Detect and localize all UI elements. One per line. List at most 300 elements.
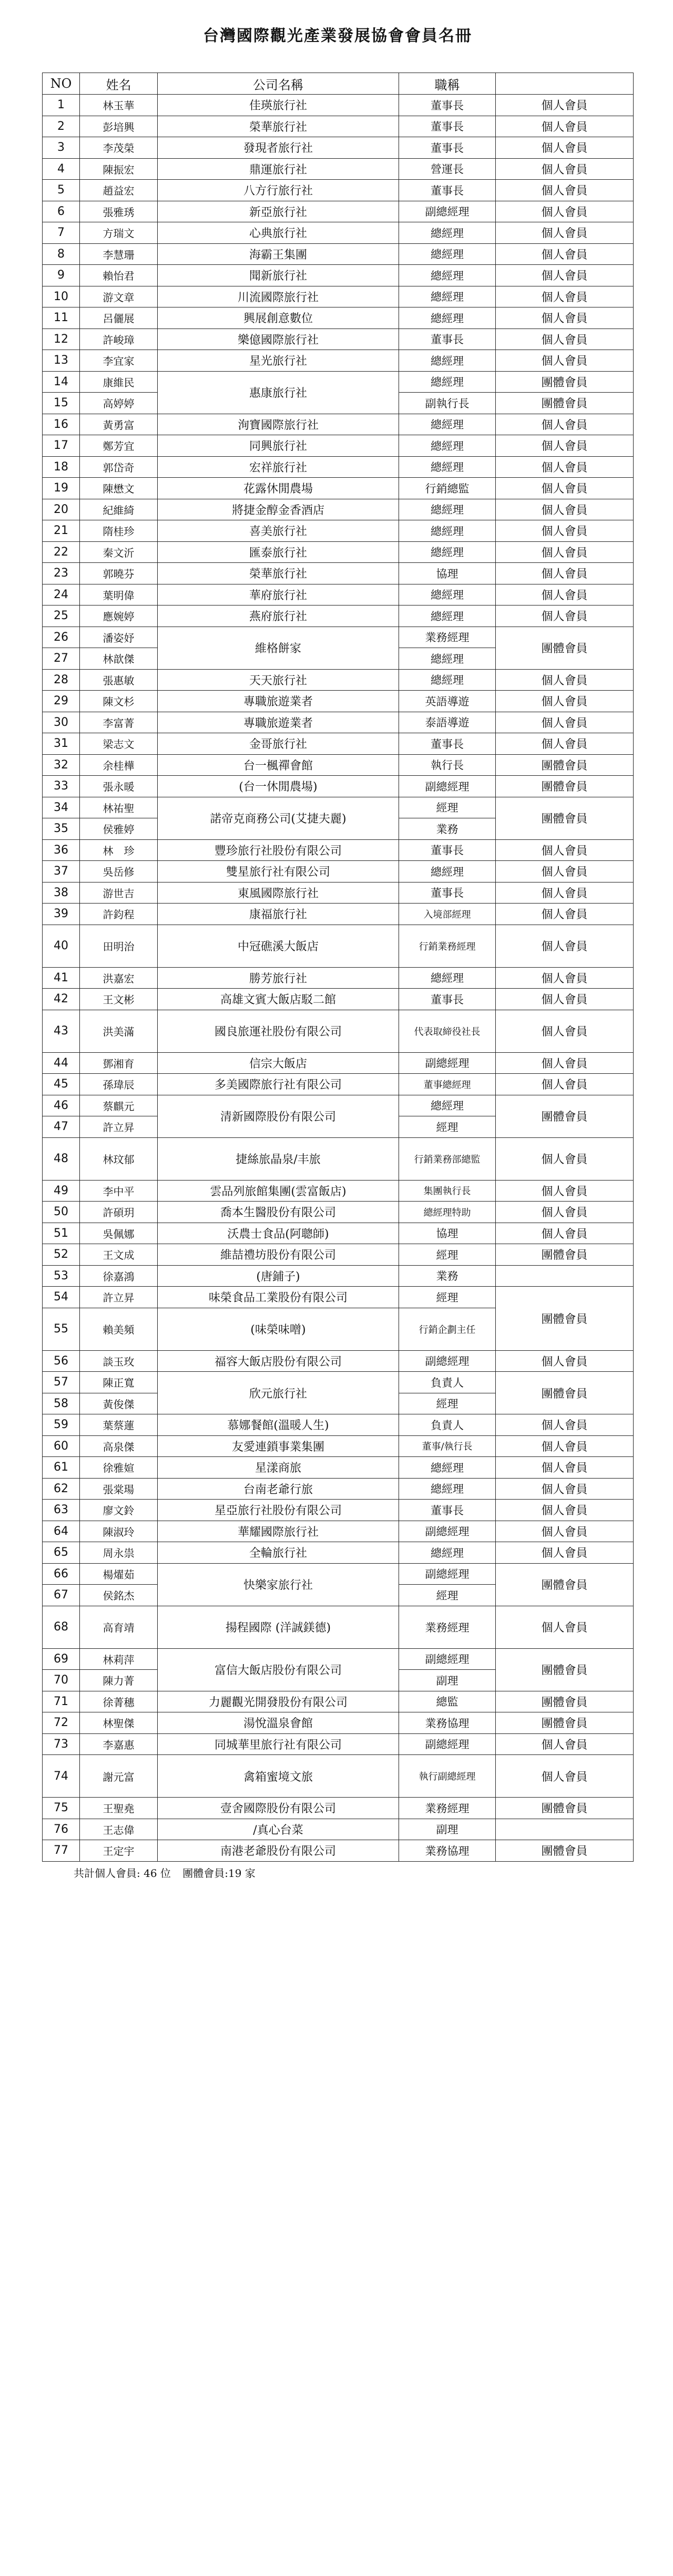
table-row [43, 1052, 634, 1074]
member-name: 張雅琇 [80, 201, 158, 222]
member-type: 個人會員 [496, 1478, 634, 1500]
row-number: 18 [43, 456, 80, 478]
member-name: 周永祟 [80, 1542, 158, 1564]
table-row [43, 201, 634, 222]
table-row [43, 1350, 634, 1372]
company-name: 榮華旅行社 [158, 116, 399, 137]
member-type: 個人會員 [496, 861, 634, 882]
row-number: 50 [43, 1202, 80, 1223]
company-name: 燕府旅行社 [158, 605, 399, 627]
member-name: 王聖堯 [80, 1798, 158, 1819]
row-number: 37 [43, 861, 80, 882]
company-name: 海霸王集團 [158, 243, 399, 265]
member-name: 呂儷展 [80, 307, 158, 329]
job-title: 總經理 [399, 1542, 496, 1564]
row-number: 20 [43, 499, 80, 520]
member-name: 王定宇 [80, 1840, 158, 1862]
job-title: 行銷總監 [399, 478, 496, 499]
job-title: 總經理 [399, 584, 496, 605]
company-name: 金哥旅行社 [158, 733, 399, 755]
member-type: 個人會員 [496, 1500, 634, 1521]
job-title: 總經理 [399, 1457, 496, 1479]
member-type: 個人會員 [496, 158, 634, 180]
company-name: 豐珍旅行社股份有限公司 [158, 839, 399, 861]
job-title: 副總經理 [399, 1648, 496, 1670]
table-row [43, 904, 634, 925]
job-title: 副理 [399, 1819, 496, 1840]
job-title: 業務協理 [399, 1712, 496, 1734]
member-name: 葉明偉 [80, 584, 158, 605]
personal-member-total: 共計個人會員: 46 位 [74, 1867, 171, 1880]
member-name: 侯雅婷 [80, 818, 158, 840]
page-title: 台灣國際觀光產業發展協會會員名冊 [203, 27, 472, 45]
row-number: 57 [43, 1372, 80, 1393]
table-row [43, 605, 634, 627]
job-title: 總經理 [399, 350, 496, 372]
company-name: 維喆禮坊股份有限公司 [158, 1244, 399, 1266]
member-name: 王文成 [80, 1244, 158, 1266]
row-number: 65 [43, 1542, 80, 1564]
table-row [43, 691, 634, 712]
job-title: 代表取締役社長 [399, 1010, 496, 1052]
row-number: 42 [43, 989, 80, 1010]
row-number: 10 [43, 286, 80, 307]
member-type: 團體會員 [496, 1244, 634, 1266]
row-number: 45 [43, 1074, 80, 1095]
member-type: 個人會員 [496, 1755, 634, 1798]
company-name: 力麗觀光開發股份有限公司 [158, 1691, 399, 1712]
row-number: 19 [43, 478, 80, 499]
member-name: 游文章 [80, 286, 158, 307]
row-number: 60 [43, 1435, 80, 1457]
row-number: 76 [43, 1819, 80, 1840]
member-name: 隋桂珍 [80, 520, 158, 542]
member-type: 個人會員 [496, 1074, 634, 1095]
company-name: 全輪旅行社 [158, 1542, 399, 1564]
company-name: 新亞旅行社 [158, 201, 399, 222]
job-title: 副總經理 [399, 1521, 496, 1542]
job-title: 總經理 [399, 456, 496, 478]
job-title: 副總經理 [399, 776, 496, 797]
member-name: 高婷婷 [80, 393, 158, 414]
member-type: 團體會員 [496, 1287, 634, 1351]
company-name: 聞新旅行社 [158, 265, 399, 286]
job-title: 董事長 [399, 180, 496, 201]
row-number: 43 [43, 1010, 80, 1052]
company-name: 信宗大飯店 [158, 1052, 399, 1074]
job-title: 總經理 [399, 861, 496, 882]
table-row [43, 1095, 634, 1116]
member-name: 余桂樺 [80, 754, 158, 776]
row-number: 58 [43, 1393, 80, 1414]
member-type: 個人會員 [496, 1202, 634, 1223]
member-type: 個人會員 [496, 712, 634, 733]
member-name: 張永暖 [80, 776, 158, 797]
member-type: 個人會員 [496, 137, 634, 159]
company-name: 欣元旅行社 [158, 1372, 399, 1414]
job-title: 董事總經理 [399, 1074, 496, 1095]
row-number: 14 [43, 371, 80, 393]
row-number: 33 [43, 776, 80, 797]
table-row [43, 1563, 634, 1585]
table-row [43, 1223, 634, 1244]
row-number: 11 [43, 307, 80, 329]
table-row [43, 414, 634, 435]
row-number: 4 [43, 158, 80, 180]
member-type: 團體會員 [496, 1840, 634, 1862]
company-name: 同興旅行社 [158, 435, 399, 457]
job-title: 業務協理 [399, 1840, 496, 1862]
header-title: 職稱 [399, 73, 496, 95]
table-row [43, 989, 634, 1010]
job-title: 副總經理 [399, 1052, 496, 1074]
member-roster-page [42, 0, 633, 1880]
row-number: 68 [43, 1606, 80, 1648]
table-row [43, 1265, 634, 1287]
job-title: 總經理特助 [399, 1202, 496, 1223]
job-title: 董事長 [399, 137, 496, 159]
company-name: 佳瑛旅行社 [158, 95, 399, 116]
job-title: 營運長 [399, 158, 496, 180]
row-number: 40 [43, 925, 80, 967]
table-row [43, 563, 634, 584]
row-number: 59 [43, 1414, 80, 1436]
table-row [43, 137, 634, 159]
company-name: 同城華里旅行社有限公司 [158, 1733, 399, 1755]
member-name: 洪嘉宏 [80, 967, 158, 989]
company-name: 樂億國際旅行社 [158, 329, 399, 350]
table-row [43, 1435, 634, 1457]
member-name: 許峻璋 [80, 329, 158, 350]
member-name: 紀維綺 [80, 499, 158, 520]
job-title: 業務經理 [399, 1606, 496, 1648]
row-number: 51 [43, 1223, 80, 1244]
member-type: 個人會員 [496, 1606, 634, 1648]
member-type: 個人會員 [496, 1733, 634, 1755]
company-name: 南港老爺股份有限公司 [158, 1840, 399, 1862]
member-type: 個人會員 [496, 1542, 634, 1564]
job-title: 董事長 [399, 116, 496, 137]
member-type: 團體會員 [496, 1648, 634, 1691]
member-type: 個人會員 [496, 1052, 634, 1074]
row-number: 69 [43, 1648, 80, 1670]
member-name: 林聖傑 [80, 1712, 158, 1734]
row-number: 21 [43, 520, 80, 542]
member-type: 團體會員 [496, 1712, 634, 1734]
member-name: 徐雅媗 [80, 1457, 158, 1479]
job-title: 經理 [399, 797, 496, 818]
row-number: 46 [43, 1095, 80, 1116]
table-row [43, 286, 634, 307]
company-name: 八方行旅行社 [158, 180, 399, 201]
job-title: 總經理 [399, 499, 496, 520]
member-type: 團體會員 [496, 393, 634, 414]
job-title: 董事長 [399, 839, 496, 861]
table-row [43, 1733, 634, 1755]
member-type: 個人會員 [496, 1350, 634, 1372]
member-type: 個人會員 [496, 669, 634, 691]
row-number: 55 [43, 1308, 80, 1350]
member-type: 團體會員 [496, 1691, 634, 1712]
company-name: (唐鋪子) [158, 1265, 399, 1287]
table-row [43, 1180, 634, 1202]
member-type: 團體會員 [496, 1372, 634, 1414]
member-name: 陳力菁 [80, 1670, 158, 1691]
member-name: 李茂榮 [80, 137, 158, 159]
member-type: 個人會員 [496, 733, 634, 755]
job-title: 副理 [399, 1670, 496, 1691]
row-number: 62 [43, 1478, 80, 1500]
member-name: 李嘉惠 [80, 1733, 158, 1755]
member-name: 田明治 [80, 925, 158, 967]
company-name: 快樂家旅行社 [158, 1563, 399, 1606]
job-title: 經理 [399, 1585, 496, 1606]
row-number: 39 [43, 904, 80, 925]
member-name: 黃勇富 [80, 414, 158, 435]
company-name: (味榮味噌) [158, 1308, 399, 1350]
row-number: 6 [43, 201, 80, 222]
job-title: 董事長 [399, 733, 496, 755]
company-name: 揚程國際 (洋誠鎂德) [158, 1606, 399, 1648]
member-type: 個人會員 [496, 605, 634, 627]
row-number: 35 [43, 818, 80, 840]
company-name: 東風國際旅行社 [158, 882, 399, 904]
table-row [43, 1500, 634, 1521]
member-type: 個人會員 [496, 584, 634, 605]
member-name: 潘姿妤 [80, 627, 158, 648]
member-name: 許鈞程 [80, 904, 158, 925]
row-number: 15 [43, 393, 80, 414]
row-number: 56 [43, 1350, 80, 1372]
job-title: 業務經理 [399, 1798, 496, 1819]
member-type: 個人會員 [496, 1223, 634, 1244]
job-title: 總經理 [399, 669, 496, 691]
table-row [43, 243, 634, 265]
table-row [43, 116, 634, 137]
row-number: 36 [43, 839, 80, 861]
company-name: 星亞旅行社股份有限公司 [158, 1500, 399, 1521]
company-name: 台南老爺行旅 [158, 1478, 399, 1500]
row-number: 23 [43, 563, 80, 584]
job-title: 經理 [399, 1244, 496, 1266]
row-number: 73 [43, 1733, 80, 1755]
company-name: 友愛連鎖事業集團 [158, 1435, 399, 1457]
table-row [43, 1372, 634, 1393]
member-name: 林歆傑 [80, 648, 158, 670]
company-name: 發現者旅行社 [158, 137, 399, 159]
member-type: 個人會員 [496, 925, 634, 967]
company-name: 雲品列旅館集團(雲富飯店) [158, 1180, 399, 1202]
job-title: 執行長 [399, 754, 496, 776]
table-row [43, 1691, 634, 1712]
job-title: 副總經理 [399, 1350, 496, 1372]
member-type: 個人會員 [496, 95, 634, 116]
row-number: 34 [43, 797, 80, 818]
company-name: 興展創意數位 [158, 307, 399, 329]
job-title: 總經理 [399, 265, 496, 286]
company-name: 高雄文賓大飯店駁二館 [158, 989, 399, 1010]
job-title: 總經理 [399, 1095, 496, 1116]
member-name: 陳正寬 [80, 1372, 158, 1393]
company-name: 雙星旅行社有限公司 [158, 861, 399, 882]
job-title: 協理 [399, 563, 496, 584]
member-name: 廖文鈴 [80, 1500, 158, 1521]
table-row [43, 520, 634, 542]
member-type: 個人會員 [496, 1010, 634, 1052]
member-name: 林玟郁 [80, 1137, 158, 1180]
job-title: 總經理 [399, 307, 496, 329]
member-name: 陳振宏 [80, 158, 158, 180]
row-number: 17 [43, 435, 80, 457]
member-type: 個人會員 [496, 691, 634, 712]
company-name: 花露休閒農場 [158, 478, 399, 499]
job-title: 集團執行長 [399, 1180, 496, 1202]
member-type: 個人會員 [496, 414, 634, 435]
member-type: 團體會員 [496, 776, 634, 797]
member-type: 團體會員 [496, 1798, 634, 1819]
group-member-total: 團體會員:19 家 [182, 1867, 256, 1880]
table-row [43, 882, 634, 904]
company-name: 諾帝克商務公司(艾捷夫麗) [158, 797, 399, 839]
job-title: 副總經理 [399, 1733, 496, 1755]
job-title: 總經理 [399, 371, 496, 393]
member-type: 個人會員 [496, 329, 634, 350]
header-no: NO [43, 73, 80, 95]
job-title: 董事長 [399, 882, 496, 904]
member-name: 謝元富 [80, 1755, 158, 1798]
job-title: 董事長 [399, 1500, 496, 1521]
company-name: 心典旅行社 [158, 222, 399, 244]
table-row [43, 1244, 634, 1266]
member-type: 個人會員 [496, 499, 634, 520]
row-number: 47 [43, 1116, 80, 1138]
company-name: 惠康旅行社 [158, 371, 399, 414]
row-number: 54 [43, 1287, 80, 1308]
row-number: 29 [43, 691, 80, 712]
member-name: 李中平 [80, 1180, 158, 1202]
table-row [43, 478, 634, 499]
table-row [43, 1648, 634, 1670]
table-row [43, 1712, 634, 1734]
member-name: 游世吉 [80, 882, 158, 904]
job-title: 經理 [399, 1116, 496, 1138]
member-name: 秦文沂 [80, 541, 158, 563]
job-title: 經理 [399, 1287, 496, 1308]
member-name: 李宜家 [80, 350, 158, 372]
table-row [43, 754, 634, 776]
member-type: 個人會員 [496, 243, 634, 265]
table-row [43, 307, 634, 329]
member-name: 林祐聖 [80, 797, 158, 818]
row-number: 8 [43, 243, 80, 265]
company-name: 天天旅行社 [158, 669, 399, 691]
member-name: 應婉婷 [80, 605, 158, 627]
member-type: 個人會員 [496, 307, 634, 329]
row-number: 53 [43, 1265, 80, 1287]
company-name: 星光旅行社 [158, 350, 399, 372]
job-title: 協理 [399, 1223, 496, 1244]
member-name: 談玉玫 [80, 1350, 158, 1372]
row-number: 26 [43, 627, 80, 648]
job-title: 入境部經理 [399, 904, 496, 925]
header-name: 姓名 [80, 73, 158, 95]
row-number: 44 [43, 1052, 80, 1074]
member-type: 個人會員 [496, 1435, 634, 1457]
company-name: 喜美旅行社 [158, 520, 399, 542]
row-number: 16 [43, 414, 80, 435]
member-name: 許碩玥 [80, 1202, 158, 1223]
member-name: 林 珍 [80, 839, 158, 861]
table-row [43, 1457, 634, 1479]
company-name: 沃農士食品(阿聰師) [158, 1223, 399, 1244]
company-name: (台一休閒農場) [158, 776, 399, 797]
member-name: 孫瑋辰 [80, 1074, 158, 1095]
member-type: 個人會員 [496, 478, 634, 499]
row-number: 74 [43, 1755, 80, 1798]
member-type: 個人會員 [496, 222, 634, 244]
job-title: 負責人 [399, 1372, 496, 1393]
row-number: 67 [43, 1585, 80, 1606]
table-row [43, 1819, 634, 1840]
row-number: 77 [43, 1840, 80, 1862]
member-name: 方瑞文 [80, 222, 158, 244]
company-name: 多美國際旅行社有限公司 [158, 1074, 399, 1095]
member-name: 趙益宏 [80, 180, 158, 201]
member-type: 團體會員 [496, 1563, 634, 1606]
job-title: 英語導遊 [399, 691, 496, 712]
row-number: 48 [43, 1137, 80, 1180]
job-title: 行銷業務部總監 [399, 1137, 496, 1180]
job-title: 總經理 [399, 435, 496, 457]
table-row [43, 1414, 634, 1436]
row-number: 12 [43, 329, 80, 350]
member-type: 個人會員 [496, 180, 634, 201]
row-number: 31 [43, 733, 80, 755]
member-type: 個人會員 [496, 1521, 634, 1542]
row-number: 66 [43, 1563, 80, 1585]
job-title: 負責人 [399, 1414, 496, 1436]
table-row [43, 1074, 634, 1095]
company-name: 維格餅家 [158, 627, 399, 669]
row-number: 25 [43, 605, 80, 627]
row-number: 3 [43, 137, 80, 159]
row-number: 5 [43, 180, 80, 201]
table-row [43, 95, 634, 116]
member-name: 高育靖 [80, 1606, 158, 1648]
member-type: 團體會員 [496, 754, 634, 776]
job-title: 業務 [399, 818, 496, 840]
row-number: 24 [43, 584, 80, 605]
member-type [496, 1265, 634, 1287]
table-header-row [43, 73, 634, 95]
member-name: 陳文杉 [80, 691, 158, 712]
table-row [43, 669, 634, 691]
member-type: 個人會員 [496, 541, 634, 563]
member-name: 賴美頻 [80, 1308, 158, 1350]
row-number: 49 [43, 1180, 80, 1202]
header-company: 公司名稱 [158, 73, 399, 95]
row-number: 71 [43, 1691, 80, 1712]
job-title: 總經理 [399, 286, 496, 307]
table-row [43, 180, 634, 201]
job-title: 業務經理 [399, 627, 496, 648]
table-row [43, 456, 634, 478]
row-number: 32 [43, 754, 80, 776]
table-row [43, 1202, 634, 1223]
member-type: 個人會員 [496, 1457, 634, 1479]
row-number: 27 [43, 648, 80, 670]
row-number: 30 [43, 712, 80, 733]
